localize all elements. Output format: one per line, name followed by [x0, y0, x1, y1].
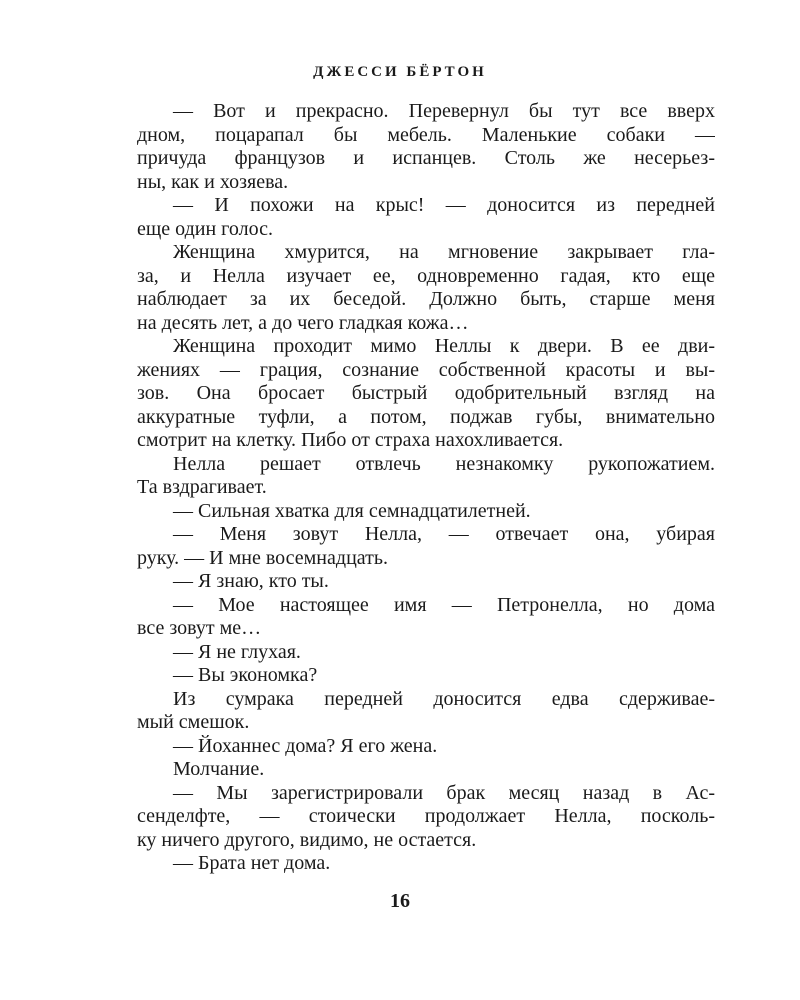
text-line: руку. — И мне восемнадцать.: [137, 546, 388, 569]
running-head: ДЖЕССИ БЁРТОН: [313, 64, 487, 80]
text-line: наблюдает за их беседой. Должно быть, старше меня: [137, 288, 715, 310]
text-line: на десять лет, а до чего гладкая кожа…: [137, 311, 469, 334]
text-line: ны, как и хозяева.: [137, 170, 289, 193]
text-line: Нелла решает отвлечь незнакомку рукопожатием.: [173, 452, 715, 475]
text-line: сенделфте, — стоически продолжает Нелла, посколь-: [137, 805, 715, 827]
text-line: ку ничего другого, видимо, не остается.: [137, 828, 477, 851]
text-line: еще один голос.: [137, 217, 273, 240]
text-line: — Мое настоящее имя — Петронелла, но дома: [173, 593, 715, 616]
text-line: аккуратные туфли, а потом, поджав губы, внимательно: [137, 405, 715, 428]
text-line: — Сильная хватка для семнадцатилетней.: [173, 499, 531, 522]
text-line: зов. Она бросает быстрый одобрительный взгляд на: [137, 382, 715, 404]
text-line: мый смешок.: [137, 711, 250, 733]
text-line: — Вы экономка?: [173, 664, 318, 686]
text-line: Женщина хмурится, на мгновение закрывает гла-: [173, 241, 715, 263]
text-line: Женщина проходит мимо Неллы к двери. В ее дви-: [173, 335, 715, 357]
text-line: дном, поцарапал бы мебель. Маленькие собаки —: [137, 123, 715, 146]
body-text: [137, 100, 715, 876]
text-line: жениях — грация, сознание собственной красоты и вы-: [137, 358, 715, 381]
text-line: за, и Нелла изучает ее, одновременно гадая, кто еще: [137, 264, 715, 287]
text-line: — Вот и прекрасно. Перевернул бы тут все вверх: [173, 100, 715, 122]
text-line: смотрит на клетку. Пибо от страха нахохливается.: [137, 429, 564, 451]
text-line: — И похожи на крыс! — доносится из передней: [173, 194, 715, 216]
page-number: 16: [390, 890, 410, 912]
text-line: — Я не глухая.: [173, 640, 301, 663]
text-line: Та вздрагивает.: [137, 476, 267, 498]
text-line: — Брата нет дома.: [173, 852, 331, 874]
text-line: — Мы зарегистрировали брак месяц назад в Ас-: [173, 781, 715, 804]
text-line: — Йоханнес дома? Я его жена.: [173, 734, 438, 757]
text-line: Из сумрака передней доносится едва сдерживае-: [173, 687, 715, 710]
text-line: все зовут ме…: [137, 617, 262, 639]
text-line: Молчание.: [173, 758, 265, 780]
text-line: — Меня зовут Нелла, — отвечает она, убирая: [173, 523, 715, 545]
text-line: причуда французов и испанцев. Столь же несерьез-: [137, 147, 715, 169]
text-line: — Я знаю, кто ты.: [173, 570, 329, 592]
